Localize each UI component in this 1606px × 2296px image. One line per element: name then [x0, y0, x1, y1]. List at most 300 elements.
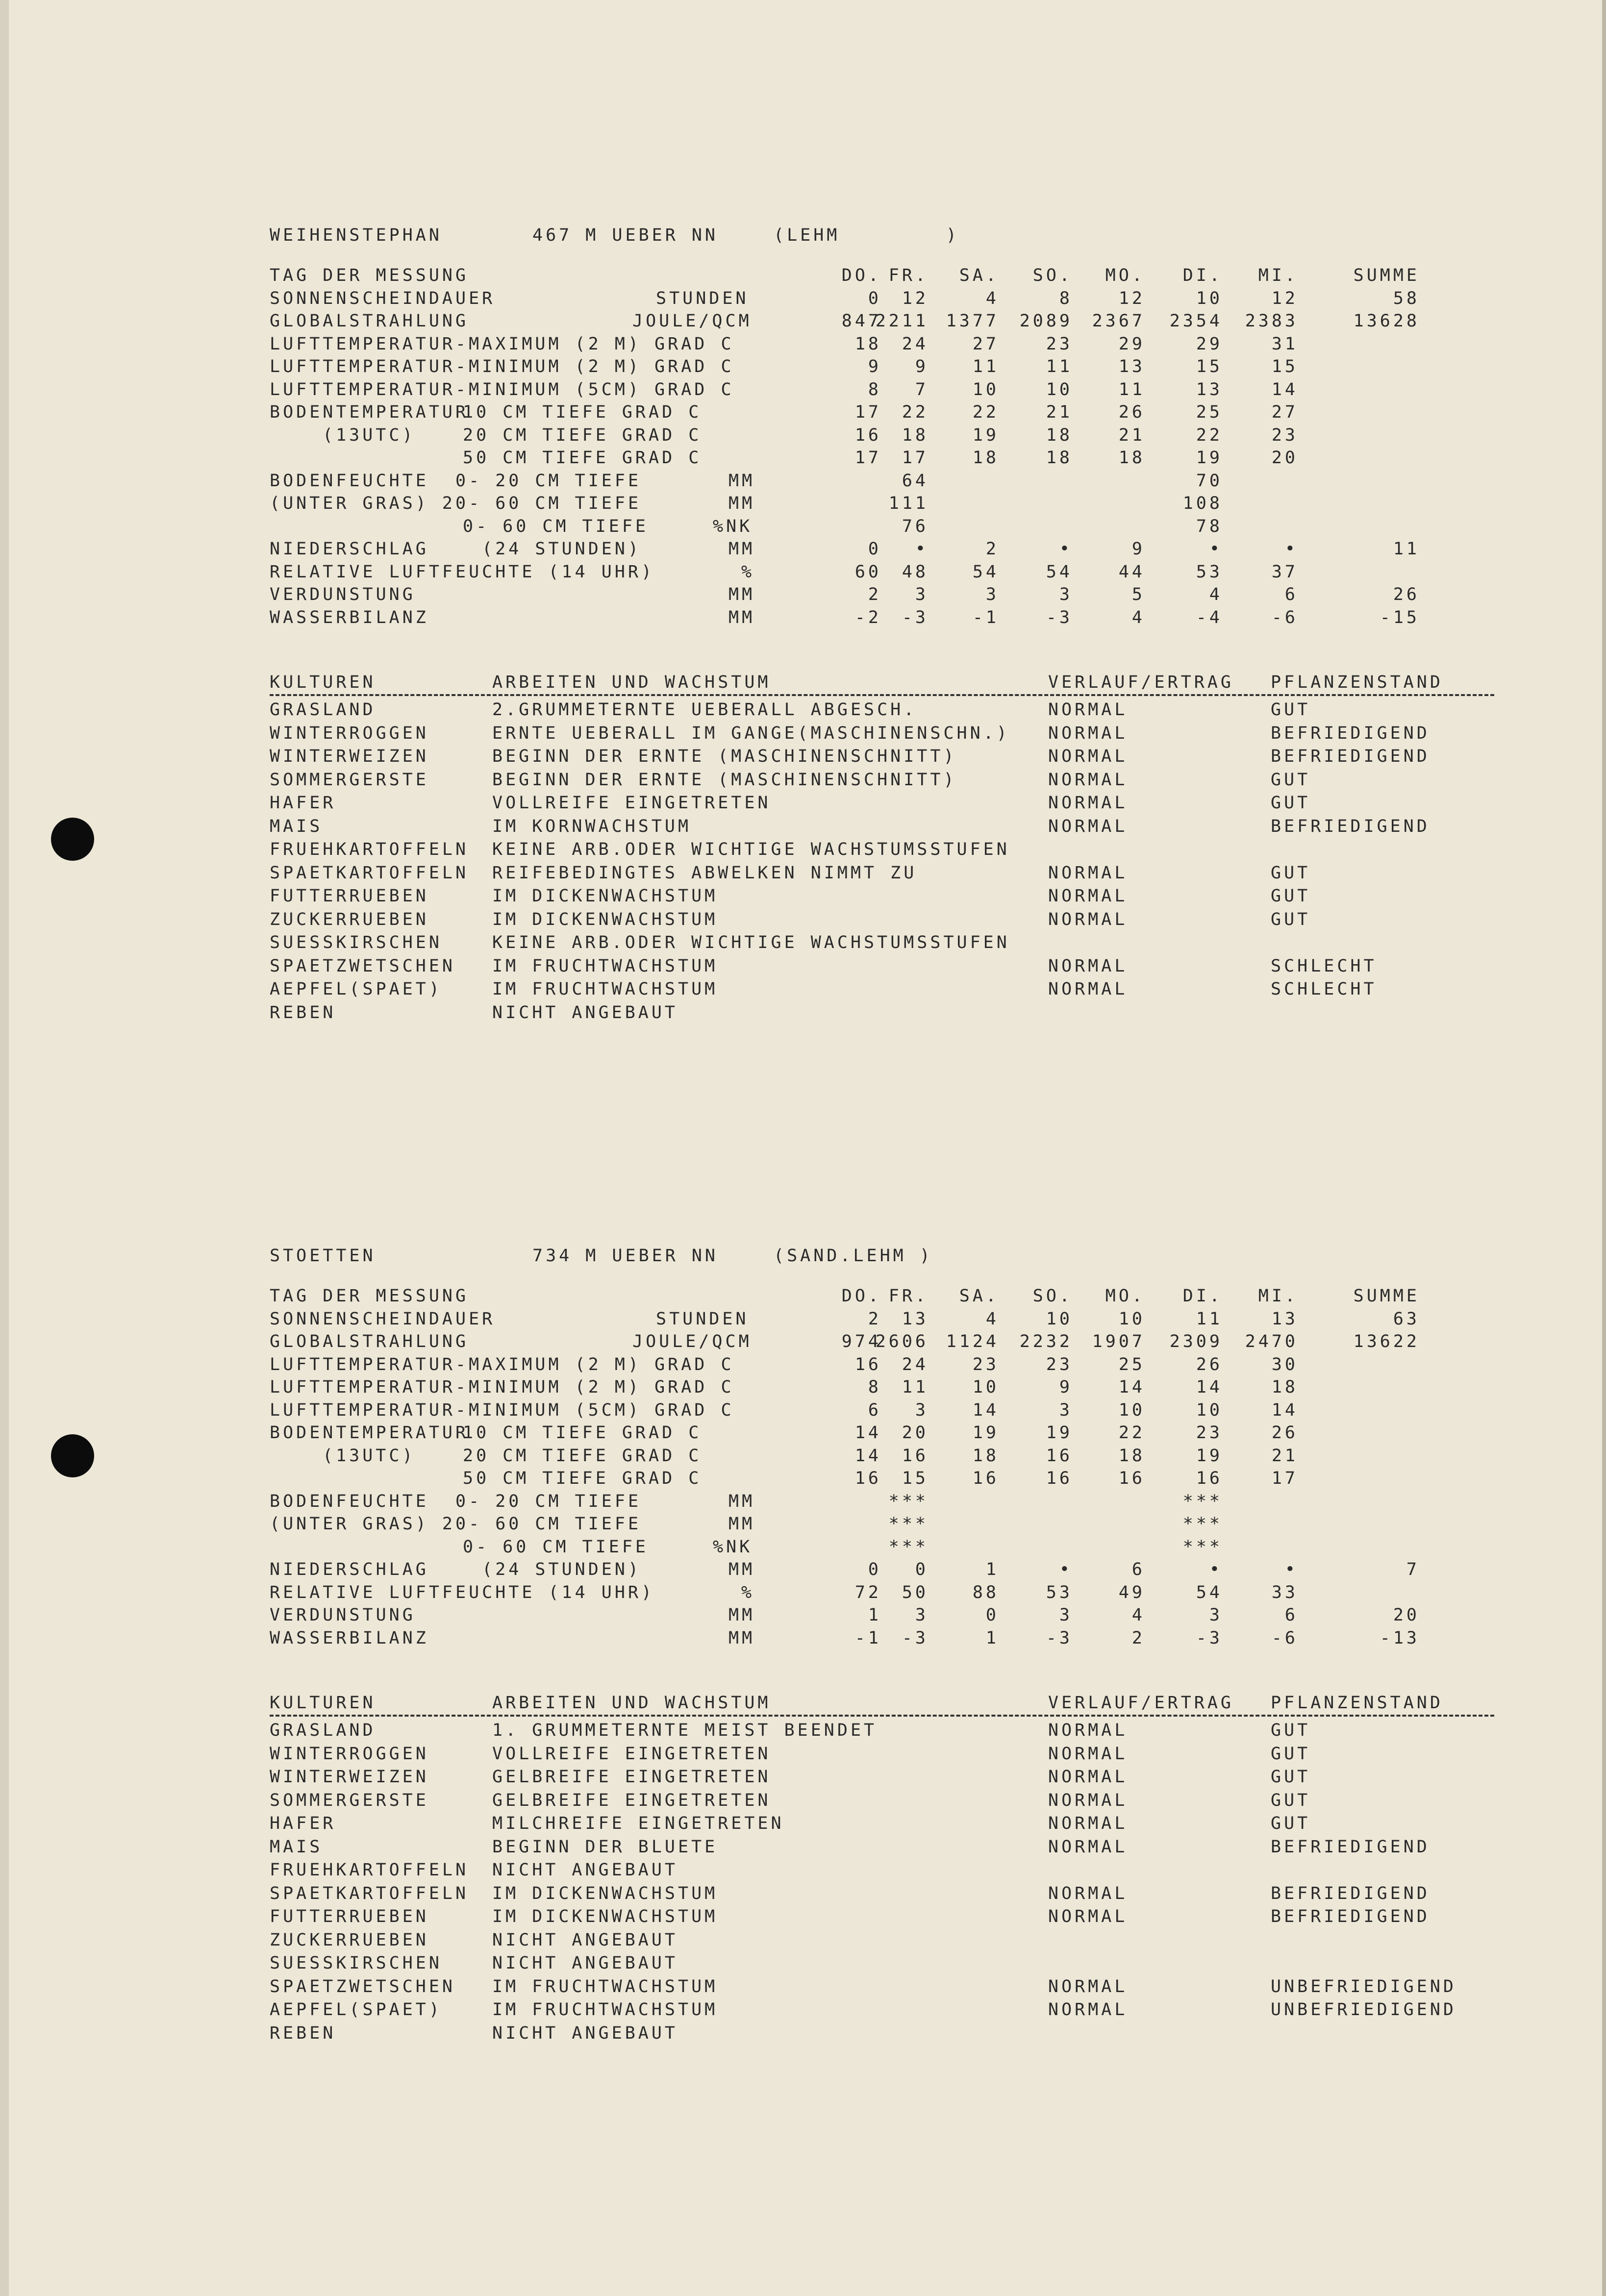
value-sunshine-0: 0 [868, 288, 881, 308]
crop-row-11-col-3: UNBEFRIEDIGEND [1271, 1976, 1457, 1997]
crop-row-0-col-0: GRASLAND [270, 700, 376, 720]
value-tmax-6: 31 [1271, 334, 1298, 354]
value-humidity-4: 44 [1118, 562, 1145, 582]
crop-header-3: PFLANZENSTAND [1271, 1693, 1443, 1713]
value-tmin5-6: 14 [1271, 1400, 1298, 1420]
crop-row-9-col-0: ZUCKERRUEBEN [270, 1930, 429, 1950]
crop-row-8-col-3: GUT [1271, 886, 1311, 906]
value-tmin2-4: 13 [1118, 357, 1145, 376]
value-tmin2-6: 18 [1271, 1377, 1298, 1397]
row-label-soil50: 50 CM TIEFE GRAD C [463, 1469, 702, 1488]
row-label-tmax: LUFTTEMPERATUR-MAXIMUM (2 M) GRAD C [270, 334, 734, 354]
crop-row-12-col-1: IM FRUCHTWACHSTUM [492, 2000, 718, 2020]
sum-precip: 7 [1406, 1560, 1420, 1579]
crop-row-1-col-0: WINTERROGGEN [270, 723, 429, 743]
value-soil10-5: 25 [1196, 402, 1223, 422]
value-soil10-2: 19 [972, 1423, 999, 1443]
crop-row-3-col-1: BEGINN DER ERNTE (MASCHINENSCHNITT) [492, 770, 957, 790]
crop-row-3-col-1: GELBREIFE EINGETRETEN [492, 1790, 771, 1810]
crop-row-8-col-0: FUTTERRUEBEN [270, 1907, 429, 1926]
crop-row-4-col-1: VOLLREIFE EINGETRETEN [492, 793, 771, 813]
value-soil20-6: 23 [1271, 425, 1298, 445]
day-header-4: MO. [1105, 266, 1145, 285]
value-precip-4: 6 [1131, 1560, 1145, 1579]
value-humidity-0: 60 [854, 562, 881, 582]
crop-row-1-col-2: NORMAL [1048, 723, 1128, 743]
value-tmin5-0: 6 [868, 1400, 881, 1420]
crop-row-4-col-0: HAFER [270, 1814, 336, 1833]
value-tmin2-0: 8 [868, 1377, 881, 1397]
value-precip-2: 2 [985, 539, 999, 559]
value-soil50-3: 16 [1046, 1469, 1073, 1488]
crop-row-6-col-0: FRUEHKARTOFFELN [270, 1860, 469, 1880]
value-soil50-6: 20 [1271, 448, 1298, 468]
value-humidity-6: 37 [1271, 562, 1298, 582]
value-precip-6: • [1284, 539, 1298, 559]
value-evap-5: 4 [1209, 585, 1223, 604]
value-moist1-5: 70 [1196, 471, 1223, 491]
crop-row-3-col-3: GUT [1271, 1790, 1311, 1810]
crop-row-4-col-2: NORMAL [1048, 793, 1128, 813]
value-radiation-1: 2606 [875, 1332, 928, 1351]
crop-row-5-col-0: MAIS [270, 1837, 323, 1857]
crop-row-7-col-0: SPAETKARTOFFELN [270, 1883, 469, 1903]
crop-row-0-col-3: GUT [1271, 700, 1311, 720]
value-humidity-3: 53 [1046, 1582, 1073, 1602]
value-sunshine-2: 4 [985, 1309, 999, 1329]
row-label-sunshine: SONNENSCHEINDAUER [270, 1309, 496, 1329]
value-radiation-5: 2309 [1169, 1332, 1223, 1351]
value-precip-1: • [915, 539, 928, 559]
value-sunshine-1: 12 [902, 288, 928, 308]
crop-header-1: ARBEITEN UND WACHSTUM [492, 673, 771, 692]
sum-sunshine: 58 [1393, 288, 1420, 308]
value-tmin2-1: 9 [915, 357, 928, 376]
crop-table-rule [270, 694, 1494, 696]
value-sunshine-5: 11 [1196, 1309, 1223, 1329]
sum-header: SUMME [1353, 266, 1420, 285]
value-humidity-5: 54 [1196, 1582, 1223, 1602]
value-tmax-3: 23 [1046, 1354, 1073, 1374]
unit-humidity: % [741, 1582, 755, 1602]
value-tmin2-1: 11 [902, 1377, 928, 1397]
value-humidity-3: 54 [1046, 562, 1073, 582]
crop-row-2-col-3: GUT [1271, 1767, 1311, 1787]
value-tmax-4: 25 [1118, 1354, 1145, 1374]
value-soil50-4: 16 [1118, 1469, 1145, 1488]
value-soil50-2: 18 [972, 448, 999, 468]
row-label-soiltemp: BODENTEMPERATUR [270, 402, 469, 422]
value-radiation-3: 2232 [1019, 1332, 1073, 1351]
crop-row-4-col-1: MILCHREIFE EINGETRETEN [492, 1814, 784, 1833]
value-tmax-4: 29 [1118, 334, 1145, 354]
unit-balance: MM [728, 607, 755, 627]
value-evap-3: 3 [1059, 585, 1073, 604]
unit-radiation: JOULE/QCM [632, 1332, 752, 1351]
value-tmin5-6: 14 [1271, 379, 1298, 399]
day-header-2: SA. [959, 1286, 999, 1306]
value-evap-1: 3 [915, 585, 928, 604]
value-balance-5: -3 [1196, 1628, 1223, 1648]
value-precip-6: • [1284, 1560, 1298, 1579]
row-label-precip: NIEDERSCHLAG (24 STUNDEN) [270, 1560, 642, 1579]
crop-row-8-col-2: NORMAL [1048, 886, 1128, 906]
value-balance-2: 1 [985, 1628, 999, 1648]
value-moist2-1: *** [888, 1514, 928, 1534]
value-moist2-5: 108 [1182, 494, 1223, 513]
value-tmin5-1: 7 [915, 379, 928, 399]
value-soil50-1: 17 [902, 448, 928, 468]
row-label-tmin5: LUFTTEMPERATUR-MINIMUM (5CM) GRAD C [270, 1400, 734, 1420]
value-balance-1: -3 [902, 1628, 928, 1648]
value-sunshine-6: 12 [1271, 288, 1298, 308]
value-soil20-6: 21 [1271, 1446, 1298, 1466]
day-header-6: MI. [1258, 1286, 1298, 1306]
value-soil10-3: 19 [1046, 1423, 1073, 1443]
value-tmax-1: 24 [902, 334, 928, 354]
unit-moist1: MM [728, 1491, 755, 1511]
row-label-precip: NIEDERSCHLAG (24 STUNDEN) [270, 539, 642, 559]
value-moist3-1: *** [888, 1537, 928, 1557]
sum-evap: 26 [1393, 585, 1420, 604]
value-evap-0: 1 [868, 1605, 881, 1625]
crop-row-2-col-2: NORMAL [1048, 1767, 1128, 1787]
unit-precip: MM [728, 1560, 755, 1579]
value-soil10-1: 20 [902, 1423, 928, 1443]
station-soil: (LEHM ) [774, 225, 960, 245]
value-radiation-2: 1124 [946, 1332, 999, 1351]
crop-row-2-col-0: WINTERWEIZEN [270, 747, 429, 766]
value-humidity-1: 50 [902, 1582, 928, 1602]
value-radiation-0: 847 [841, 311, 881, 331]
value-moist1-5: *** [1182, 1491, 1223, 1511]
crop-row-9-col-0: ZUCKERRUEBEN [270, 909, 429, 929]
crop-row-12-col-0: AEPFEL(SPAET) [270, 979, 442, 999]
value-balance-1: -3 [902, 607, 928, 627]
row-label-day: TAG DER MESSUNG [270, 1286, 469, 1306]
value-tmax-2: 27 [972, 334, 999, 354]
value-sunshine-3: 8 [1059, 288, 1073, 308]
crop-row-3-col-3: GUT [1271, 770, 1311, 790]
station-name: WEIHENSTEPHAN [270, 225, 442, 245]
crop-row-1-col-3: GUT [1271, 1744, 1311, 1764]
value-tmin5-5: 10 [1196, 1400, 1223, 1420]
crop-row-13-col-1: NICHT ANGEBAUT [492, 2023, 678, 2043]
crop-row-7-col-3: BEFRIEDIGEND [1271, 1883, 1430, 1903]
value-soil50-3: 18 [1046, 448, 1073, 468]
crop-row-1-col-1: ERNTE UEBERALL IM GANGE(MASCHINENSCHN.) [492, 723, 1010, 743]
crop-row-6-col-1: NICHT ANGEBAUT [492, 1860, 678, 1880]
crop-row-9-col-3: GUT [1271, 909, 1311, 929]
day-header-3: SO. [1032, 266, 1073, 285]
value-evap-0: 2 [868, 585, 881, 604]
value-soil10-0: 14 [854, 1423, 881, 1443]
unit-moist3: %NK [713, 516, 753, 536]
value-sunshine-0: 2 [868, 1309, 881, 1329]
day-header-6: MI. [1258, 266, 1298, 285]
value-humidity-6: 33 [1271, 1582, 1298, 1602]
value-soil10-5: 23 [1196, 1423, 1223, 1443]
value-tmin2-2: 11 [972, 357, 999, 376]
unit-moist3: %NK [713, 1537, 753, 1557]
crop-row-10-col-0: SUESSKIRSCHEN [270, 933, 442, 952]
crop-row-9-col-1: NICHT ANGEBAUT [492, 1930, 678, 1950]
crop-header-0: KULTUREN [270, 673, 376, 692]
crop-row-8-col-0: FUTTERRUEBEN [270, 886, 429, 906]
crop-row-2-col-0: WINTERWEIZEN [270, 1767, 429, 1787]
value-soil50-0: 17 [854, 448, 881, 468]
value-soil20-2: 18 [972, 1446, 999, 1466]
value-evap-2: 3 [985, 585, 999, 604]
station-elevation: 734 M UEBER NN [532, 1246, 719, 1266]
crop-row-4-col-0: HAFER [270, 793, 336, 813]
crop-row-0-col-2: NORMAL [1048, 700, 1128, 720]
day-header-4: MO. [1105, 1286, 1145, 1306]
value-soil20-5: 22 [1196, 425, 1223, 445]
value-moist3-5: 78 [1196, 516, 1223, 536]
value-radiation-0: 974 [841, 1332, 881, 1351]
value-precip-0: 0 [868, 539, 881, 559]
value-balance-6: -6 [1271, 1628, 1298, 1648]
sum-evap: 20 [1393, 1605, 1420, 1625]
value-soil50-4: 18 [1118, 448, 1145, 468]
value-sunshine-5: 10 [1196, 288, 1223, 308]
crop-row-8-col-1: IM DICKENWACHSTUM [492, 1907, 718, 1926]
crop-row-6-col-0: FRUEHKARTOFFELN [270, 840, 469, 859]
crop-row-11-col-1: IM FRUCHTWACHSTUM [492, 1976, 718, 1997]
value-balance-5: -4 [1196, 607, 1223, 627]
value-evap-4: 5 [1131, 585, 1145, 604]
value-soil10-4: 26 [1118, 402, 1145, 422]
value-tmin2-3: 11 [1046, 357, 1073, 376]
value-evap-4: 4 [1131, 1605, 1145, 1625]
unit-precip: MM [728, 539, 755, 559]
day-header-1: FR. [888, 1286, 928, 1306]
crop-row-9-col-1: IM DICKENWACHSTUM [492, 909, 718, 929]
value-soil10-6: 27 [1271, 402, 1298, 422]
value-tmin5-3: 3 [1059, 1400, 1073, 1420]
day-header-5: DI. [1182, 1286, 1223, 1306]
value-balance-2: -1 [972, 607, 999, 627]
value-evap-6: 6 [1284, 585, 1298, 604]
value-tmin2-0: 9 [868, 357, 881, 376]
value-evap-5: 3 [1209, 1605, 1223, 1625]
value-radiation-6: 2470 [1245, 1332, 1298, 1351]
crop-row-11-col-3: SCHLECHT [1271, 956, 1377, 976]
value-tmin5-3: 10 [1046, 379, 1073, 399]
row-label-soil50: 50 CM TIEFE GRAD C [463, 448, 702, 468]
value-tmin2-6: 15 [1271, 357, 1298, 376]
row-label-tmin2: LUFTTEMPERATUR-MINIMUM (2 M) GRAD C [270, 1377, 734, 1397]
crop-row-4-col-3: GUT [1271, 793, 1311, 813]
crop-row-0-col-3: GUT [1271, 1721, 1311, 1740]
value-radiation-6: 2383 [1245, 311, 1298, 331]
value-tmin2-4: 14 [1118, 1377, 1145, 1397]
value-tmin5-0: 8 [868, 379, 881, 399]
row-label-balance: WASSERBILANZ [270, 607, 429, 627]
value-balance-4: 4 [1131, 607, 1145, 627]
value-evap-3: 3 [1059, 1605, 1073, 1625]
value-sunshine-3: 10 [1046, 1309, 1073, 1329]
crop-row-3-col-2: NORMAL [1048, 770, 1128, 790]
value-soil10-3: 21 [1046, 402, 1073, 422]
crop-table-rule [270, 1715, 1494, 1717]
value-tmax-1: 24 [902, 1354, 928, 1374]
value-soil10-0: 17 [854, 402, 881, 422]
value-soil50-6: 17 [1271, 1469, 1298, 1488]
value-humidity-2: 88 [972, 1582, 999, 1602]
crop-row-0-col-0: GRASLAND [270, 1721, 376, 1740]
crop-row-3-col-0: SOMMERGERSTE [270, 770, 429, 790]
value-tmin5-4: 11 [1118, 379, 1145, 399]
crop-header-1: ARBEITEN UND WACHSTUM [492, 1693, 771, 1713]
crop-row-2-col-1: BEGINN DER ERNTE (MASCHINENSCHNITT) [492, 747, 957, 766]
value-soil20-0: 16 [854, 425, 881, 445]
crop-row-3-col-0: SOMMERGERSTE [270, 1790, 429, 1810]
value-tmin5-5: 13 [1196, 379, 1223, 399]
value-humidity-5: 53 [1196, 562, 1223, 582]
day-header-3: SO. [1032, 1286, 1073, 1306]
row-label-13utc: (13UTC) [323, 425, 416, 445]
crop-row-6-col-1: KEINE ARB.ODER WICHTIGE WACHSTUMSSTUFEN [492, 840, 1010, 859]
value-soil20-5: 19 [1196, 1446, 1223, 1466]
row-label-soil10: 10 CM TIEFE GRAD C [463, 402, 702, 422]
value-soil50-2: 16 [972, 1469, 999, 1488]
value-precip-2: 1 [985, 1560, 999, 1579]
crop-row-5-col-1: IM KORNWACHSTUM [492, 816, 692, 836]
crop-row-12-col-0: AEPFEL(SPAET) [270, 2000, 442, 2020]
value-soil50-0: 16 [854, 1469, 881, 1488]
sum-precip: 11 [1393, 539, 1420, 559]
value-precip-3: • [1059, 1560, 1073, 1579]
unit-moist2: MM [728, 494, 755, 513]
station-name: STOETTEN [270, 1246, 376, 1266]
crop-row-10-col-1: NICHT ANGEBAUT [492, 1953, 678, 1973]
value-precip-4: 9 [1131, 539, 1145, 559]
value-soil10-6: 26 [1271, 1423, 1298, 1443]
crop-row-1-col-0: WINTERROGGEN [270, 1744, 429, 1764]
crop-row-7-col-1: REIFEBEDINGTES ABWELKEN NIMMT ZU [492, 863, 917, 883]
station-soil: (SAND.LEHM ) [774, 1246, 933, 1266]
row-label-13utc: (13UTC) [323, 1446, 416, 1466]
unit-humidity: % [741, 562, 755, 582]
sum-sunshine: 63 [1393, 1309, 1420, 1329]
row-label-evap: VERDUNSTUNG [270, 585, 416, 604]
value-humidity-1: 48 [902, 562, 928, 582]
day-header-0: DO. [841, 266, 881, 285]
row-label-soiltemp: BODENTEMPERATUR [270, 1423, 469, 1443]
value-balance-3: -3 [1046, 607, 1073, 627]
crop-row-7-col-1: IM DICKENWACHSTUM [492, 1883, 718, 1903]
value-soil10-2: 22 [972, 402, 999, 422]
crop-header-0: KULTUREN [270, 1693, 376, 1713]
value-radiation-3: 2089 [1019, 311, 1073, 331]
crop-row-10-col-1: KEINE ARB.ODER WICHTIGE WACHSTUMSSTUFEN [492, 933, 1010, 952]
value-balance-0: -2 [854, 607, 881, 627]
sum-radiation: 13622 [1353, 1332, 1420, 1351]
value-humidity-4: 49 [1118, 1582, 1145, 1602]
sum-balance: -15 [1380, 607, 1420, 627]
value-soil20-3: 18 [1046, 425, 1073, 445]
unit-evap: MM [728, 1605, 755, 1625]
crop-row-0-col-2: NORMAL [1048, 1721, 1128, 1740]
value-tmax-0: 16 [854, 1354, 881, 1374]
value-moist1-1: 64 [902, 471, 928, 491]
crop-row-13-col-1: NICHT ANGEBAUT [492, 1002, 678, 1023]
crop-row-12-col-2: NORMAL [1048, 2000, 1128, 2020]
value-tmax-0: 18 [854, 334, 881, 354]
value-tmin5-4: 10 [1118, 1400, 1145, 1420]
row-label-moist2: (UNTER GRAS) 20- 60 CM TIEFE [270, 494, 642, 513]
row-label-soil10: 10 CM TIEFE GRAD C [463, 1423, 702, 1443]
crop-row-5-col-2: NORMAL [1048, 1837, 1128, 1857]
value-balance-3: -3 [1046, 1628, 1073, 1648]
crop-row-12-col-1: IM FRUCHTWACHSTUM [492, 979, 718, 999]
value-moist1-1: *** [888, 1491, 928, 1511]
row-label-radiation: GLOBALSTRAHLUNG [270, 1332, 469, 1351]
crop-row-11-col-1: IM FRUCHTWACHSTUM [492, 956, 718, 976]
value-evap-2: 0 [985, 1605, 999, 1625]
value-soil10-4: 22 [1118, 1423, 1145, 1443]
value-sunshine-4: 10 [1118, 1309, 1145, 1329]
day-header-1: FR. [888, 266, 928, 285]
sum-radiation: 13628 [1353, 311, 1420, 331]
value-precip-1: 0 [915, 1560, 928, 1579]
unit-sunshine: STUNDEN [656, 288, 749, 308]
unit-evap: MM [728, 585, 755, 604]
sum-balance: -13 [1380, 1628, 1420, 1648]
row-label-moist3: 0- 60 CM TIEFE [463, 1537, 649, 1557]
crop-row-8-col-1: IM DICKENWACHSTUM [492, 886, 718, 906]
crop-row-5-col-3: BEFRIEDIGEND [1271, 816, 1430, 836]
row-label-humidity: RELATIVE LUFTFEUCHTE (14 UHR) [270, 562, 655, 582]
crop-row-8-col-2: NORMAL [1048, 1907, 1128, 1926]
value-sunshine-4: 12 [1118, 288, 1145, 308]
crop-row-13-col-0: REBEN [270, 2023, 336, 2043]
sum-header: SUMME [1353, 1286, 1420, 1306]
crop-row-7-col-2: NORMAL [1048, 863, 1128, 883]
crop-header-2: VERLAUF/ERTRAG [1048, 1693, 1234, 1713]
crop-row-1-col-2: NORMAL [1048, 1744, 1128, 1764]
value-radiation-5: 2354 [1169, 311, 1223, 331]
value-soil20-1: 18 [902, 425, 928, 445]
row-label-day: TAG DER MESSUNG [270, 266, 469, 285]
value-tmax-6: 30 [1271, 1354, 1298, 1374]
value-sunshine-6: 13 [1271, 1309, 1298, 1329]
row-label-tmax: LUFTTEMPERATUR-MAXIMUM (2 M) GRAD C [270, 1354, 734, 1374]
crop-row-5-col-3: BEFRIEDIGEND [1271, 1837, 1430, 1857]
crop-row-7-col-0: SPAETKARTOFFELN [270, 863, 469, 883]
value-tmax-3: 23 [1046, 334, 1073, 354]
crop-row-2-col-3: BEFRIEDIGEND [1271, 747, 1430, 766]
value-tmin2-5: 15 [1196, 357, 1223, 376]
crop-row-0-col-1: 2.GRUMMETERNTE UEBERALL ABGESCH. [492, 700, 917, 720]
crop-row-4-col-3: GUT [1271, 1814, 1311, 1833]
value-tmin5-2: 10 [972, 379, 999, 399]
crop-row-12-col-2: NORMAL [1048, 979, 1128, 999]
row-label-radiation: GLOBALSTRAHLUNG [270, 311, 469, 331]
value-tmin2-3: 9 [1059, 1377, 1073, 1397]
crop-row-11-col-2: NORMAL [1048, 1976, 1128, 1997]
value-humidity-2: 54 [972, 562, 999, 582]
crop-row-9-col-2: NORMAL [1048, 909, 1128, 929]
value-radiation-4: 2367 [1092, 311, 1145, 331]
row-label-moist1: BODENFEUCHTE 0- 20 CM TIEFE [270, 471, 642, 491]
value-soil50-5: 19 [1196, 448, 1223, 468]
crop-row-12-col-3: SCHLECHT [1271, 979, 1377, 999]
row-label-tmin2: LUFTTEMPERATUR-MINIMUM (2 M) GRAD C [270, 357, 734, 376]
unit-balance: MM [728, 1628, 755, 1648]
